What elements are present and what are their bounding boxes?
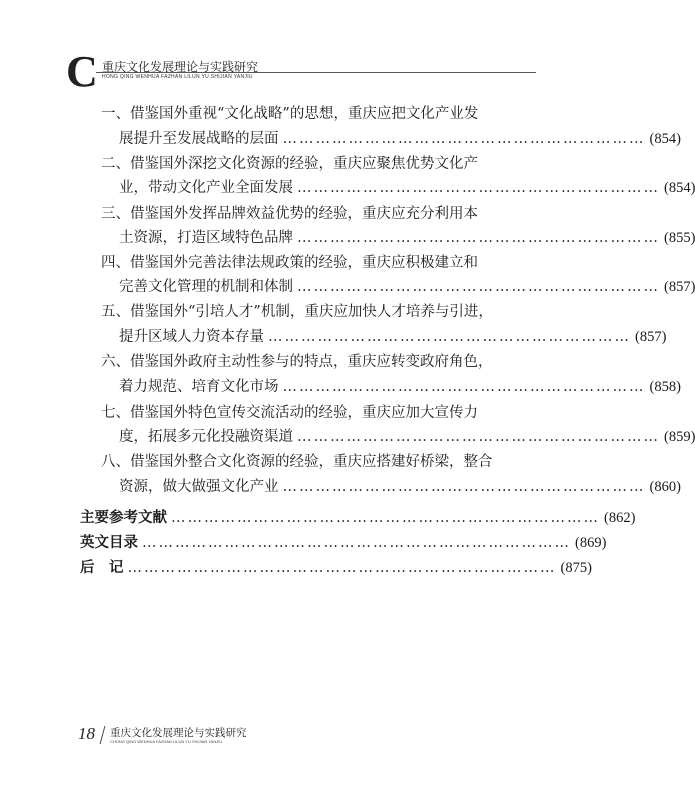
footer-pinyin: CHONG QING WENHUA FAZHAN LILUN YU SHIJIAN YANJIU — [110, 739, 223, 744]
leader-dots: …………………………………………………………………… — [127, 560, 557, 576]
toc-section-references — [80, 508, 636, 528]
toc-item-line: 七、借鉴国外特色宣传交流活动的经验，重庆应加大宣传力 — [101, 405, 478, 421]
toc-item-row — [119, 427, 695, 447]
section-label: 英文目录 — [80, 535, 138, 551]
toc-section-afterword — [80, 558, 592, 578]
toc-item-row — [119, 277, 695, 297]
page-number: (859) — [664, 429, 695, 445]
page-number: (875) — [560, 560, 592, 576]
toc-item-line: 六、借鉴国外政府主动性参与的特点，重庆应转变政府角色， — [101, 354, 493, 370]
toc-item-row — [119, 129, 681, 149]
toc-item-row — [119, 228, 695, 248]
leader-dots: ………………………………………………………… — [297, 230, 660, 246]
leader-dots: ………………………………………………………… — [282, 131, 646, 147]
toc-item-row — [119, 477, 681, 497]
toc-item-row — [119, 377, 681, 397]
header-pinyin: HONG QING WENHUA FAZHAN LILUN YU SHIJIAN YANJIU — [102, 74, 253, 80]
page-number: (857) — [664, 279, 695, 295]
toc-item-text: 着力规范、培育文化市场 — [119, 379, 279, 395]
leader-dots: ………………………………………………………… — [268, 329, 631, 345]
leader-dots: ………………………………………………………… — [282, 379, 646, 395]
page-number: (860) — [649, 479, 681, 495]
toc-item-line: 一、借鉴国外重视“文化战略”的思想，重庆应把文化产业发 — [101, 106, 479, 122]
toc-section-english-contents — [80, 533, 607, 553]
toc-item-text: 土资源，打造区域特色品牌 — [119, 230, 293, 246]
page-number: (854) — [664, 180, 695, 196]
page-number: (854) — [649, 131, 681, 147]
toc-item-line: 八、借鉴国外整合文化资源的经验，重庆应搭建好桥梁，整合 — [101, 454, 493, 470]
leader-dots: …………………………………………………………………… — [171, 510, 600, 526]
running-footer — [78, 724, 498, 748]
toc-item-row — [119, 178, 695, 198]
footer-book-title: 重庆文化发展理论与实践研究 — [110, 727, 247, 739]
leader-dots: ………………………………………………………… — [297, 279, 660, 295]
page-number: (869) — [575, 535, 607, 551]
toc-item-text: 提升区域人力资本存量 — [119, 329, 264, 345]
page-number: (855) — [664, 230, 695, 246]
toc-item-text: 完善文化管理的机制和体制 — [119, 279, 293, 295]
header-logo-letter: C — [66, 47, 98, 96]
toc-item-text: 业，带动文化产业全面发展 — [119, 180, 293, 196]
toc-item-line: 二、借鉴国外深挖文化资源的经验，重庆应聚焦优势文化产 — [101, 156, 478, 172]
leader-dots: …………………………………………………………………… — [142, 535, 571, 551]
toc-item-line: 三、借鉴国外发挥品牌效益优势的经验，重庆应充分利用本 — [101, 206, 478, 222]
toc-item-row — [119, 327, 667, 347]
header-book-title: 重庆文化发展理论与实践研究 — [102, 60, 259, 74]
leader-dots: ………………………………………………………… — [297, 429, 660, 445]
toc-item-text: 资源，做大做强文化产业 — [119, 479, 279, 495]
leader-dots: ………………………………………………………… — [297, 180, 660, 196]
page-number: (857) — [635, 329, 667, 345]
page-number: (862) — [604, 510, 636, 526]
leader-dots: ………………………………………………………… — [282, 479, 646, 495]
section-label: 后 记 — [80, 560, 124, 576]
page-number: (858) — [649, 379, 681, 395]
footer-page-number: 18 — [78, 724, 95, 743]
footer-divider — [100, 726, 106, 744]
toc-item-line: 四、借鉴国外完善法律法规政策的经验，重庆应积极建立和 — [101, 255, 478, 271]
toc-item-line: 五、借鉴国外“引培人才”机制，重庆应加快人才培养与引进， — [101, 304, 493, 320]
toc-item-text: 度，拓展多元化投融资渠道 — [119, 429, 293, 445]
toc-item-text: 展提升至发展战略的层面 — [119, 131, 279, 147]
section-label: 主要参考文献 — [80, 510, 167, 526]
